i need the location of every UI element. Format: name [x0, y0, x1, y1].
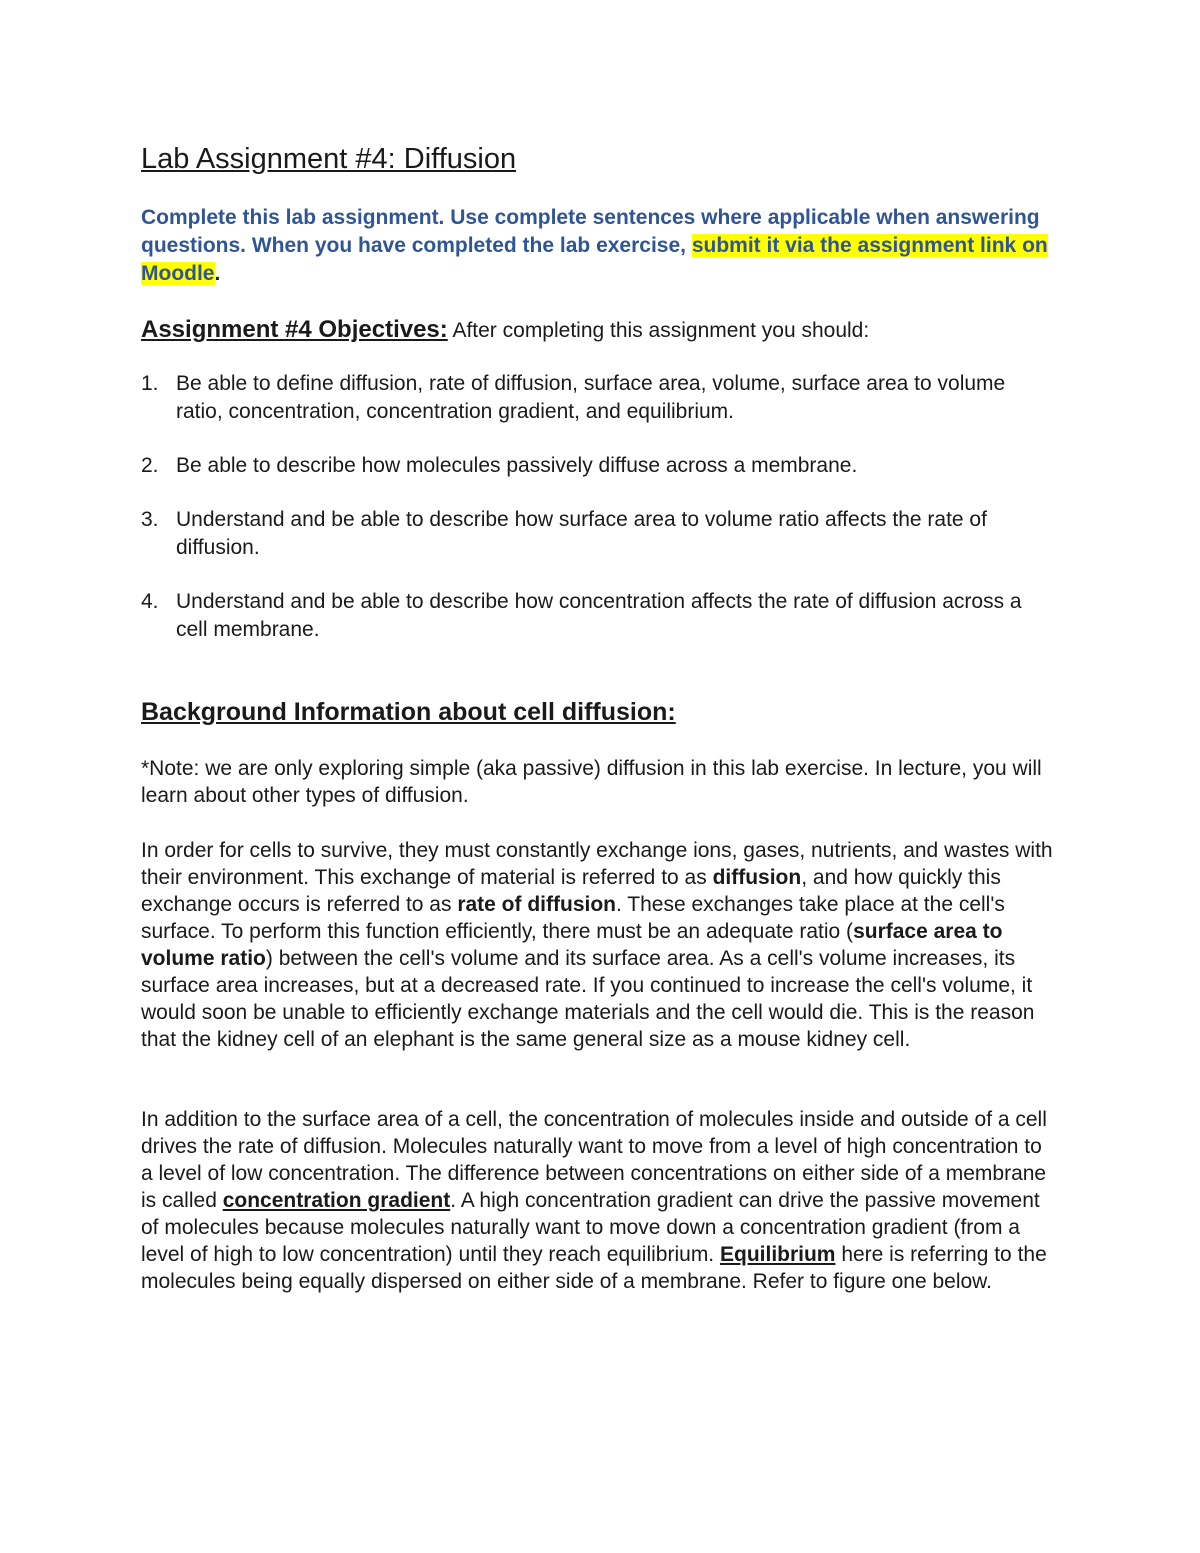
objective-number: 1.	[141, 372, 159, 395]
paragraph-text: In order for cells to survive, they must constantly exchange ions, gases, nutrients, and wastes with their environment. This exchange of material is referred to as	[141, 839, 1053, 889]
objective-item	[141, 588, 1056, 644]
term-rate-of-diffusion: rate of diffusion	[457, 893, 616, 916]
objective-item	[141, 370, 1056, 426]
objective-number: 2.	[141, 454, 159, 477]
term-equilibrium: Equilibrium	[719, 1243, 836, 1266]
term-diffusion: diffusion	[712, 866, 802, 889]
background-paragraph-2	[141, 1106, 1056, 1295]
intro-instructions	[141, 204, 1056, 288]
objective-text: Be able to define diffusion, rate of diffusion, surface area, volume, surface area to volume ratio, concentration, concentration gradient, and equilibrium.	[176, 372, 1006, 423]
document-title: Lab Assignment #4: Diffusion	[141, 143, 517, 175]
paragraph-text: In addition to the surface area of a cell, the concentration of molecules inside and outside of a cell drives the rate of diffusion. Molecules naturally want to move from a level of high concentration to a level of low concentration. The difference between concentrations on either side of a membrane is called	[141, 1108, 1047, 1212]
objectives-list	[141, 370, 1056, 670]
objective-text: Be able to describe how molecules passively diffuse across a membrane.	[176, 454, 858, 477]
intro-end: .	[214, 262, 221, 285]
objective-text: Understand and be able to describe how surface area to volume ratio affects the rate of diffusion.	[176, 508, 987, 559]
objective-text: Understand and be able to describe how concentration affects the rate of diffusion across a cell membrane.	[176, 590, 1022, 641]
paragraph-text: . These exchanges take place at the cell's surface. To perform this function efficiently, there must be an adequate ratio (	[141, 893, 1005, 943]
intro-highlight: submit it via the assignment link on Moodle	[141, 234, 1048, 285]
objective-number: 3.	[141, 508, 159, 531]
objective-item	[141, 452, 1056, 480]
objectives-heading: Assignment #4 Objectives:	[141, 316, 448, 343]
term-surface-area-to-volume-ratio: surface area to volume ratio	[141, 920, 1003, 970]
paragraph-text: . A high concentration gradient can drive the passive movement of molecules because molecules naturally want to move down a concentration gradient (from a level of high to low concentration) until they reach equilibrium.	[141, 1189, 1040, 1266]
background-note: *Note: we are only exploring simple (aka passive) diffusion in this lab exercise. In lecture, you will learn about other types of diffusion.	[141, 757, 1042, 807]
term-concentration-gradient: concentration gradient	[222, 1189, 451, 1212]
background-heading: Background Information about cell diffusion:	[141, 698, 676, 726]
paragraph-text: here is referring to the molecules being equally dispersed on either side of a membrane. Refer to figure one below.	[141, 1243, 1047, 1293]
objectives-lead: After completing this assignment you should:	[447, 319, 870, 342]
paragraph-text: ) between the cell's volume and its surface area. As a cell's volume increases, its surface area increases, but at a decreased rate. If you continued to increase the cell's volume, it would soon be unable to efficiently exchange materials and the cell would die. This is the reason that the kidney cell of an elephant is the same general size as a mouse kidney cell.	[141, 947, 1035, 1051]
objective-item	[141, 506, 1056, 562]
paragraph-text: , and how quickly this exchange occurs is referred to as	[141, 866, 1001, 916]
intro-text: Complete this lab assignment. Use complete sentences where applicable when answering questions. When you have completed the lab exercise,	[141, 206, 1040, 257]
objective-number: 4.	[141, 590, 159, 613]
objectives-intro	[141, 316, 1056, 345]
background-paragraph-1	[141, 837, 1056, 1053]
